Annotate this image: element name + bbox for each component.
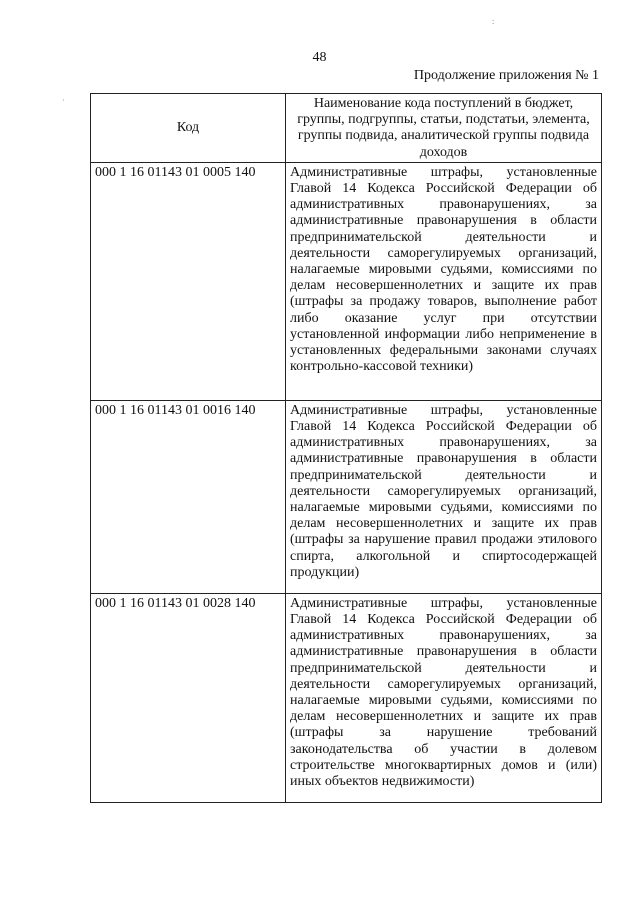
row-code: 000 1 16 01143 01 0028 140 xyxy=(91,593,286,802)
table-row xyxy=(91,162,602,400)
header-name: Наименование кода поступлений в бюджет, группы, подгруппы, статьи, подстатьи, элемента, группы подвида, аналитической группы подвида доходов xyxy=(286,94,602,163)
revenue-codes-table xyxy=(90,93,602,803)
row-code: 000 1 16 01143 01 0016 140 xyxy=(91,400,286,593)
row-description: Административные штрафы, установленные Главой 14 Кодекса Российской Федерации об административных правонарушениях, за административные правонарушения в области предпринимательской деятельности и деятельности саморегулируемых организаций, налагаемые мировыми судьями, комиссиями по делам несовершеннолетних и защите их прав (штрафы за нарушение требований законодательства об участии в долевом строительстве многоквартирных домов и (или) иных объектов недвижимости) xyxy=(286,593,602,802)
page-number: 48 xyxy=(312,50,327,65)
header-code: Код xyxy=(91,94,286,163)
continuation-note: Продолжение приложения № 1 xyxy=(413,68,599,83)
table-row xyxy=(91,400,602,593)
row-code: 000 1 16 01143 01 0005 140 xyxy=(91,162,286,400)
row-description: Административные штрафы, установленные Главой 14 Кодекса Российской Федерации об административных правонарушениях, за административные правонарушения в области предпринимательской деятельности и деятельности саморегулируемых организаций, налагаемые мировыми судьями, комиссиями по делам несовершеннолетних и защите их прав (штрафы за продажу товаров, выполнение работ либо оказание услуг при отсутствии установленной информации либо неприменение в установленных федеральными законами случаях контрольно-кассовой техники) xyxy=(286,162,602,400)
row-description: Административные штрафы, установленные Главой 14 Кодекса Российской Федерации об административных правонарушениях, за административные правонарушения в области предпринимательской деятельности и деятельности саморегулируемых организаций, налагаемые мировыми судьями, комиссиями по делам несовершеннолетних и защите их прав (штрафы за нарушение правил продажи этилового спирта, алкогольной и спиртосодержащей продукции) xyxy=(286,400,602,593)
scan-speck: : xyxy=(492,17,495,26)
table-row xyxy=(91,593,602,802)
table-header-row xyxy=(91,94,602,163)
scan-speck: · xyxy=(62,96,65,105)
